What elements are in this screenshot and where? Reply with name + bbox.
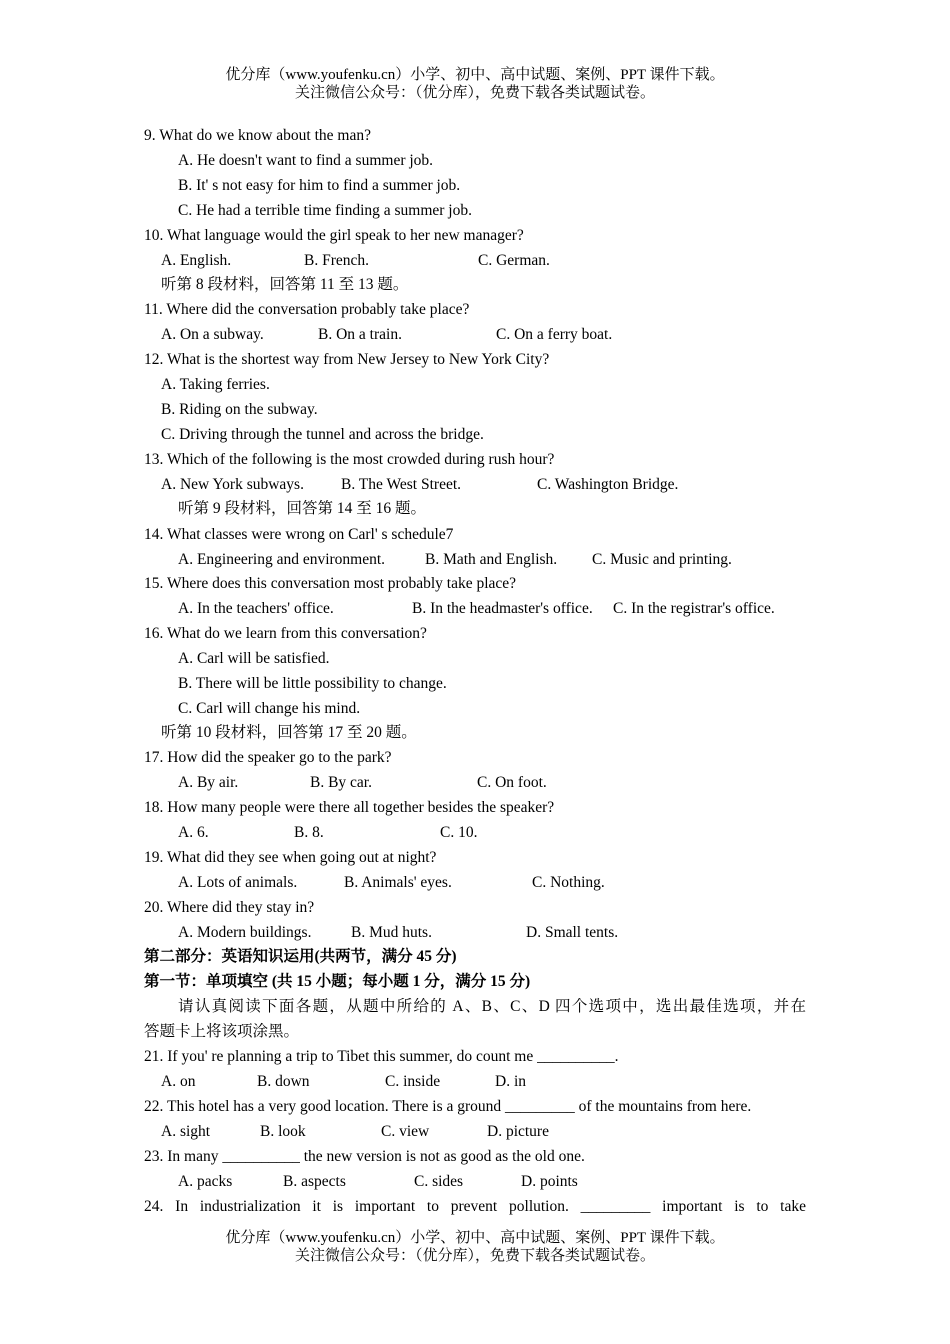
question-21-option-b: B. down	[257, 1073, 310, 1090]
section-8-instruction: 听第 8 段材料，回答第 11 至 13 题。	[161, 276, 409, 293]
question-9-option-b: B. It' s not easy for him to find a summer job.	[178, 177, 461, 194]
question-13-option-a: A. New York subways.	[161, 476, 304, 493]
question-20-option-a: A. Modern buildings.	[178, 924, 312, 941]
question-21-option-c: C. inside	[385, 1073, 441, 1090]
question-22-option-b: B. look	[260, 1123, 306, 1140]
question-13-option-c: C. Washington Bridge.	[537, 476, 679, 493]
question-15-stem: 15. Where does this conversation most probably take place?	[144, 575, 517, 592]
question-18-option-a: A. 6.	[178, 824, 209, 841]
instruction-line-2: 答题卡上将该项涂黑。	[144, 1023, 300, 1040]
question-15-option-a: A. In the teachers' office.	[178, 600, 334, 617]
question-18-option-b: B. 8.	[294, 824, 324, 841]
question-11-option-b: B. On a train.	[318, 326, 402, 343]
question-16-option-c: C. Carl will change his mind.	[178, 700, 361, 717]
question-12-option-a: A. Taking ferries.	[161, 376, 270, 393]
footer-line-1: 优分库（www.youfenku.cn）小学、初中、高中试题、案例、PPT 课件下载。	[225, 1230, 725, 1246]
question-9-option-a: A. He doesn't want to find a summer job.	[178, 152, 434, 169]
question-23-option-d: D. points	[521, 1173, 578, 1190]
question-21-stem: 21. If you' re planning a trip to Tibet this summer, do count me __________.	[144, 1048, 619, 1065]
question-11-stem: 11. Where did the conversation probably take place?	[144, 301, 470, 318]
question-14-option-b: B. Math and English.	[425, 551, 558, 568]
question-22-stem: 22. This hotel has a very good location. There is a ground _________ of the mountains from here.	[144, 1098, 752, 1115]
question-23-option-a: A. packs	[178, 1173, 233, 1190]
question-16-stem: 16. What do we learn from this conversation?	[144, 625, 427, 642]
part-2-title: 第二部分：英语知识运用(共两节，满分 45 分)	[144, 948, 457, 965]
instruction-line-1: 请认真阅读下面各题，从题中所给的 A、B、C、D 四个选项中，选出最佳选项，并在	[178, 998, 806, 1015]
question-22-option-a: A. sight	[161, 1123, 211, 1140]
question-15-option-c: C. In the registrar's office.	[613, 600, 775, 617]
question-20-option-b: B. Mud huts.	[351, 924, 432, 941]
question-13-option-b: B. The West Street.	[341, 476, 462, 493]
question-21-option-d: D. in	[495, 1073, 526, 1090]
question-23-option-b: B. aspects	[283, 1173, 346, 1190]
question-19-option-c: C. Nothing.	[532, 874, 605, 891]
question-19-option-b: B. Animals' eyes.	[344, 874, 452, 891]
section-1-title: 第一节：单项填空 (共 15 小题；每小题 1 分，满分 15 分)	[144, 973, 531, 990]
question-22-option-d: D. picture	[487, 1123, 549, 1140]
question-23-stem: 23. In many __________ the new version is not as good as the old one.	[144, 1148, 585, 1165]
question-14-option-a: A. Engineering and environment.	[178, 551, 386, 568]
header-line-1: 优分库（www.youfenku.cn）小学、初中、高中试题、案例、PPT 课件下载。	[225, 67, 725, 83]
section-9-instruction: 听第 9 段材料，回答第 14 至 16 题。	[178, 500, 427, 517]
question-12-option-c: C. Driving through the tunnel and across the bridge.	[161, 426, 484, 443]
question-20-option-d: D. Small tents.	[526, 924, 619, 941]
question-17-option-b: B. By car.	[310, 774, 372, 791]
question-10-option-c: C. German.	[478, 252, 550, 269]
question-16-option-b: B. There will be little possibility to change.	[178, 675, 447, 692]
section-10-instruction: 听第 10 段材料，回答第 17 至 20 题。	[161, 724, 417, 741]
question-16-option-a: A. Carl will be satisfied.	[178, 650, 330, 667]
question-21-option-a: A. on	[161, 1073, 196, 1090]
question-10-stem: 10. What language would the girl speak to her new manager?	[144, 227, 524, 244]
question-10-option-b: B. French.	[304, 252, 370, 269]
question-17-option-a: A. By air.	[178, 774, 239, 791]
question-10-option-a: A. English.	[161, 252, 232, 269]
header-line-2: 关注微信公众号：（优分库），免费下载各类试题试卷。	[294, 85, 655, 101]
question-11-option-c: C. On a ferry boat.	[496, 326, 613, 343]
footer-line-2: 关注微信公众号：（优分库），免费下载各类试题试卷。	[294, 1248, 655, 1264]
question-15-option-b: B. In the headmaster's office.	[412, 600, 593, 617]
question-23-option-c: C. sides	[414, 1173, 464, 1190]
question-24-stem: 24. In industrialization it is important to prevent pollution. _________ important is to take	[144, 1198, 806, 1215]
question-13-stem: 13. Which of the following is the most crowded during rush hour?	[144, 451, 555, 468]
question-14-stem: 14. What classes were wrong on Carl' s schedule7	[144, 526, 454, 543]
question-20-stem: 20. Where did they stay in?	[144, 899, 315, 916]
question-17-option-c: C. On foot.	[477, 774, 547, 791]
question-18-option-c: C. 10.	[440, 824, 478, 841]
question-9-stem: 9. What do we know about the man?	[144, 127, 371, 144]
question-12-option-b: B. Riding on the subway.	[161, 401, 318, 418]
question-14-option-c: C. Music and printing.	[592, 551, 732, 568]
question-9-option-c: C. He had a terrible time finding a summer job.	[178, 202, 472, 219]
question-18-stem: 18. How many people were there all together besides the speaker?	[144, 799, 555, 816]
question-12-stem: 12. What is the shortest way from New Jersey to New York City?	[144, 351, 550, 368]
question-11-option-a: A. On a subway.	[161, 326, 264, 343]
question-22-option-c: C. view	[381, 1123, 430, 1140]
question-19-option-a: A. Lots of animals.	[178, 874, 298, 891]
question-19-stem: 19. What did they see when going out at night?	[144, 849, 437, 866]
question-17-stem: 17. How did the speaker go to the park?	[144, 749, 392, 766]
